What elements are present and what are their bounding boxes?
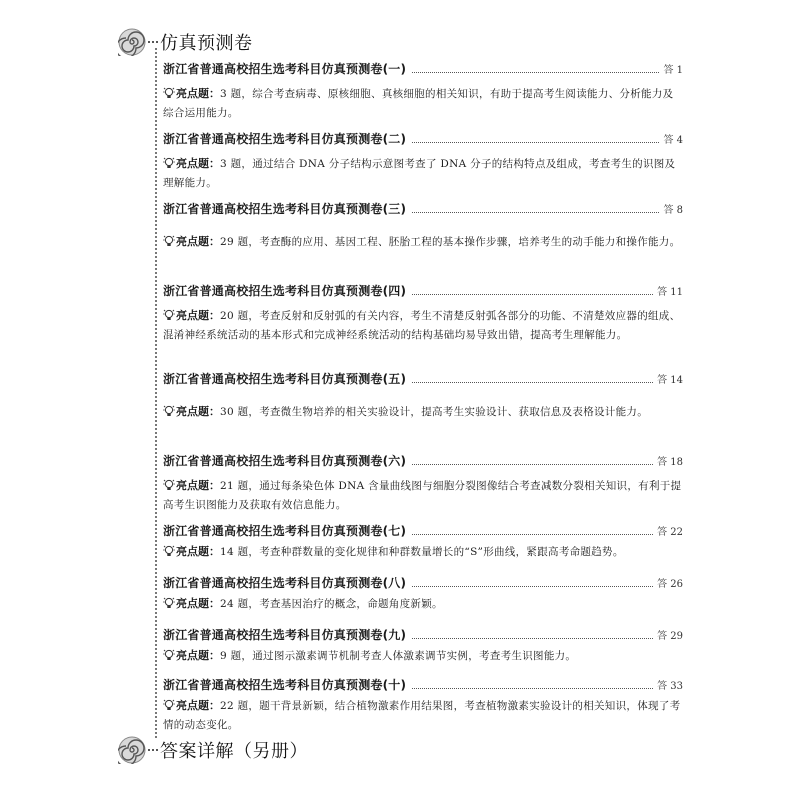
dot-leader: [412, 212, 659, 213]
highlight-note: 亮点题：9 题，通过图示激素调节机制考查人体激素调节实例，考查考生识图能力。: [163, 646, 683, 666]
entry-title[interactable]: 浙江省普通高校招生选考科目仿真预测卷(六): [163, 454, 407, 468]
page-reference[interactable]: 答 22: [657, 527, 683, 538]
lightbulb-icon: [163, 597, 175, 609]
lightbulb-icon: [163, 157, 175, 169]
lightbulb-icon: [163, 649, 175, 661]
highlight-note: 亮点题：3 题，通过结合 DNA 分子结构示意图考查了 DNA 分子的结构特点及组成，考查考生的识图及理解能力。: [163, 157, 676, 189]
highlight-label: 亮点题: [176, 597, 209, 610]
entry-title[interactable]: 浙江省普通高校招生选考科目仿真预测卷(七): [163, 524, 407, 538]
highlight-label: 亮点题: [176, 479, 209, 492]
lightbulb-icon: [163, 545, 175, 557]
dotted-vertical-line: [155, 48, 157, 738]
dot-leader: [412, 688, 653, 689]
page-reference[interactable]: 答 8: [663, 205, 683, 216]
highlight-label: 亮点题: [176, 545, 209, 558]
highlight-note: 亮点题：14 题，考查种群数量的变化规律和种群数量增长的“S”形曲线，紧跟高考命题趋势。: [163, 542, 683, 562]
page-reference[interactable]: 答 26: [657, 579, 683, 590]
highlight-label: 亮点题: [176, 649, 209, 662]
lightbulb-icon: [163, 479, 175, 491]
page-reference[interactable]: 答 4: [663, 135, 683, 146]
lightbulb-icon: [163, 699, 175, 711]
highlight-note: 亮点题：21 题，通过每条染色体 DNA 含量曲线图与细胞分裂图像结合考查减数分裂相关知识，有利于提高考生识图能力及获取有效信息能力。: [163, 479, 682, 511]
highlight-label: 亮点题: [176, 405, 209, 418]
entry-title[interactable]: 浙江省普通高校招生选考科目仿真预测卷(三): [163, 202, 407, 216]
section-header-top: [118, 26, 253, 58]
highlight-label: 亮点题: [176, 157, 209, 170]
entry-title[interactable]: 浙江省普通高校招生选考科目仿真预测卷(四): [163, 284, 407, 298]
highlight-text: 29 题，考查酶的应用、基因工程、胚胎工程的基本操作步骤，培养考生的动手能力和操作能力。: [220, 236, 681, 248]
dot-leader: [412, 464, 653, 465]
entry-title[interactable]: 浙江省普通高校招生选考科目仿真预测卷(九): [163, 628, 407, 642]
contents-entry: [163, 522, 683, 562]
page-reference[interactable]: 答 14: [657, 375, 683, 386]
lightbulb-icon: [163, 87, 175, 99]
highlight-text: 3 题，综合考查病毒、原核细胞、真核细胞的相关知识，有助于提高考生阅读能力、分析能力及综合运用能力。: [163, 88, 674, 119]
dot-leader: [412, 638, 653, 639]
dot-leader: [412, 382, 653, 383]
contents-entry: [163, 200, 683, 252]
dot-leader: [412, 586, 653, 587]
header-dots: [148, 41, 158, 43]
highlight-note: 亮点题：29 题，考查酶的应用、基因工程、胚胎工程的基本操作步骤，培养考生的动手能力和操作能力。: [163, 232, 683, 252]
page-reference[interactable]: 答 33: [657, 681, 683, 692]
lightbulb-icon: [163, 405, 175, 417]
contents-entry: [163, 452, 683, 515]
entry-title[interactable]: 浙江省普通高校招生选考科目仿真预测卷(一): [163, 62, 407, 76]
highlight-note: 亮点题：3 题，综合考查病毒、原核细胞、真核细胞的相关知识，有助于提高考生阅读能力、分析能力及综合运用能力。: [163, 87, 674, 119]
highlight-text: 20 题，考查反射和反射弧的有关内容，考生不清楚反射弧各部分的功能、不清楚效应器的组成、混淆神经系统活动的基本形式和完成神经系统活动的结构基础均易导致出错，提高考生理解能力。: [163, 310, 681, 341]
highlight-note: 亮点题：24 题，考查基因治疗的概念，命题角度新颖。: [163, 594, 683, 614]
highlight-label: 亮点题: [176, 699, 209, 712]
dot-leader: [412, 294, 653, 295]
contents-entry: [163, 626, 683, 666]
lightbulb-icon: [163, 235, 175, 247]
highlight-text: 9 题，通过图示激素调节机制考查人体激素调节实例，考查考生识图能力。: [220, 650, 577, 662]
highlight-text: 30 题，考查微生物培养的相关实验设计，提高考生实验设计、获取信息及表格设计能力。: [220, 406, 648, 418]
highlight-text: 14 题，考查种群数量的变化规律和种群数量增长的“S”形曲线，紧跟高考命题趋势。: [220, 546, 624, 558]
dot-leader: [412, 534, 653, 535]
header-dots: [148, 749, 158, 751]
dot-leader: [412, 72, 659, 73]
section-title: 仿真预测卷: [160, 33, 253, 54]
entry-title[interactable]: 浙江省普通高校招生选考科目仿真预测卷(二): [163, 132, 407, 146]
spiral-icon: [118, 736, 146, 764]
dot-leader: [412, 142, 659, 143]
highlight-note: 亮点题：20 题，考查反射和反射弧的有关内容，考生不清楚反射弧各部分的功能、不清楚效应器的组成、混淆神经系统活动的基本形式和完成神经系统活动的结构基础均易导致出错，提高考生理解能力。: [163, 309, 681, 341]
highlight-label: 亮点题: [176, 309, 209, 322]
highlight-text: 22 题，题干背景新颖，结合植物激素作用结果图，考查植物激素实验设计的相关知识，体现了考情的动态变化。: [163, 700, 681, 731]
highlight-text: 24 题，考查基因治疗的概念，命题角度新颖。: [220, 598, 443, 610]
entry-title[interactable]: 浙江省普通高校招生选考科目仿真预测卷(十): [163, 678, 407, 692]
lightbulb-icon: [163, 309, 175, 321]
highlight-label: 亮点题: [176, 235, 209, 248]
page-reference[interactable]: 答 18: [657, 457, 683, 468]
contents-entry: [163, 370, 683, 422]
contents-entry: [163, 60, 683, 123]
contents-entry: [163, 676, 683, 735]
contents-entry: [163, 130, 683, 193]
highlight-note: 亮点题：30 题，考查微生物培养的相关实验设计，提高考生实验设计、获取信息及表格设计能力。: [163, 402, 683, 422]
contents-entry: [163, 574, 683, 614]
entry-title[interactable]: 浙江省普通高校招生选考科目仿真预测卷(五): [163, 372, 407, 386]
contents-entry: [163, 282, 683, 345]
highlight-note: 亮点题：22 题，题干背景新颖，结合植物激素作用结果图，考查植物激素实验设计的相关知识，体现了考情的动态变化。: [163, 699, 681, 731]
page-reference[interactable]: 答 29: [657, 631, 683, 642]
page-reference[interactable]: 答 1: [663, 65, 683, 76]
section-title: 答案详解（另册）: [160, 741, 308, 762]
highlight-label: 亮点题: [176, 87, 209, 100]
section-header-bottom: [118, 734, 308, 766]
entry-title[interactable]: 浙江省普通高校招生选考科目仿真预测卷(八): [163, 576, 407, 590]
spiral-icon: [118, 28, 146, 56]
page-reference[interactable]: 答 11: [657, 287, 683, 298]
highlight-text: 21 题，通过每条染色体 DNA 含量曲线图与细胞分裂图像结合考查减数分裂相关知识，有利于提高考生识图能力及获取有效信息能力。: [163, 480, 682, 511]
highlight-text: 3 题，通过结合 DNA 分子结构示意图考查了 DNA 分子的结构特点及组成，考查考生的识图及理解能力。: [163, 158, 676, 189]
